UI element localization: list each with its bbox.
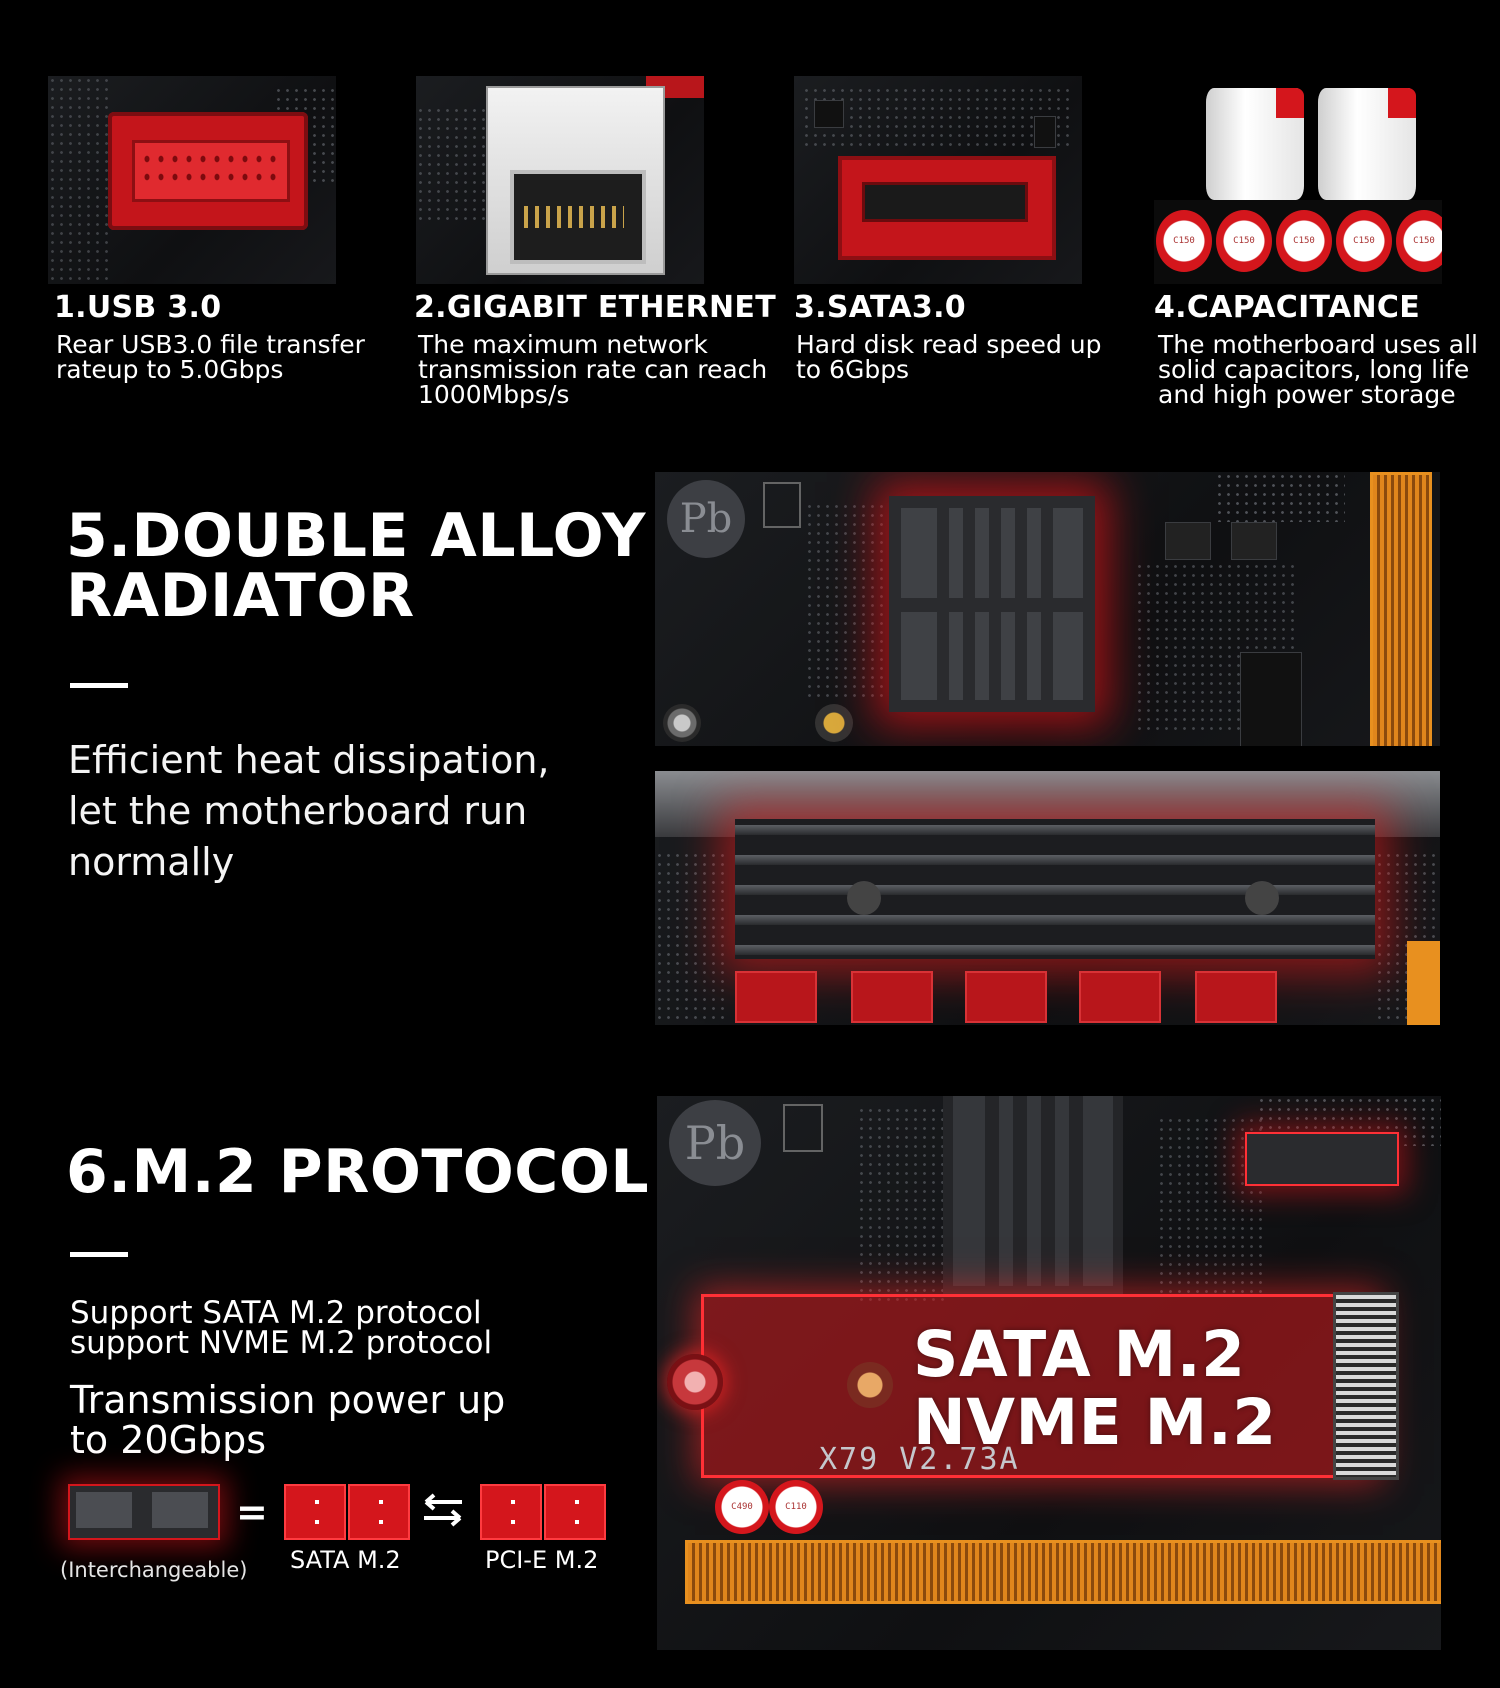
overlay-nvme-m2: NVME M.2 [913, 1386, 1277, 1459]
pcie-m2-label: PCI-E M.2 [485, 1546, 599, 1574]
recycle-bin-icon [783, 1104, 823, 1152]
feature-desc-ethernet: The maximum network transmission rate can reach 1000Mbps/s [418, 330, 768, 409]
radiator-divider [70, 683, 128, 688]
feature-desc-usb: Rear USB3.0 file transfer rateup to 5.0Gbps [56, 330, 365, 384]
feature-title-capacitance: 4.CAPACITANCE [1154, 290, 1421, 325]
jumper-switch-icon [68, 1484, 216, 1536]
chipset-heatsink-image [655, 472, 1440, 746]
feature-desc-sata: Hard disk read speed up to 6Gbps [796, 330, 1102, 384]
m2-title: 6.M.2 PROTOCOL [66, 1137, 650, 1207]
feature-title-ethernet: 2.GIGABIT ETHERNET [414, 290, 776, 325]
board-model-silkscreen: X79 V2.73A [819, 1442, 1020, 1477]
sata-m2-key-icon [284, 1484, 410, 1536]
m2-slot-image: Pb SATA M.2 NVME M.2 X79 V2.73A C490 C110 [657, 1096, 1441, 1650]
m2-divider [70, 1252, 128, 1257]
m2-mode-jumper [1245, 1132, 1399, 1186]
sata-m2-label: SATA M.2 [290, 1546, 401, 1574]
mount-screw-icon [667, 1354, 723, 1410]
ethernet-port-image [416, 76, 704, 284]
overlay-sata-m2: SATA M.2 [913, 1318, 1246, 1391]
m2-speed-desc: Transmission power up to 20Gbps [70, 1378, 506, 1462]
pcie-m2-key-icon [480, 1484, 606, 1536]
mount-screw-icon [663, 704, 701, 742]
capacitors-image: C150 C150 C150 C150 C150 [1154, 76, 1442, 284]
usb-header-image [48, 76, 336, 284]
feature-title-usb: 1.USB 3.0 [54, 290, 222, 325]
interchangeable-note: (Interchangeable) [60, 1558, 248, 1582]
equals-sign: = [236, 1490, 268, 1534]
m2-connector [1333, 1292, 1399, 1480]
sata-port-image [794, 76, 1082, 284]
lead-free-logo: Pb [667, 480, 745, 558]
lead-free-logo: Pb [669, 1100, 761, 1186]
swap-arrows-icon [418, 1492, 468, 1528]
mount-hole-icon [847, 1362, 893, 1408]
radiator-title: 5.DOUBLE ALLOY RADIATOR [66, 501, 646, 631]
m2-protocol-desc: Support SATA M.2 protocol support NVME M.2 protocol [70, 1295, 493, 1361]
pcie-slot [685, 1540, 1441, 1604]
feature-title-sata: 3.SATA3.0 [794, 290, 966, 325]
mount-hole-icon [815, 704, 853, 742]
feature-desc-capacitance: The motherboard uses all solid capacitors, long life and high power storage [1158, 330, 1478, 409]
vrm-heatsink-image [655, 771, 1440, 1025]
radiator-desc: Efficient heat dissipation, let the motherboard run normally [68, 738, 550, 884]
recycle-bin-icon [763, 482, 801, 528]
